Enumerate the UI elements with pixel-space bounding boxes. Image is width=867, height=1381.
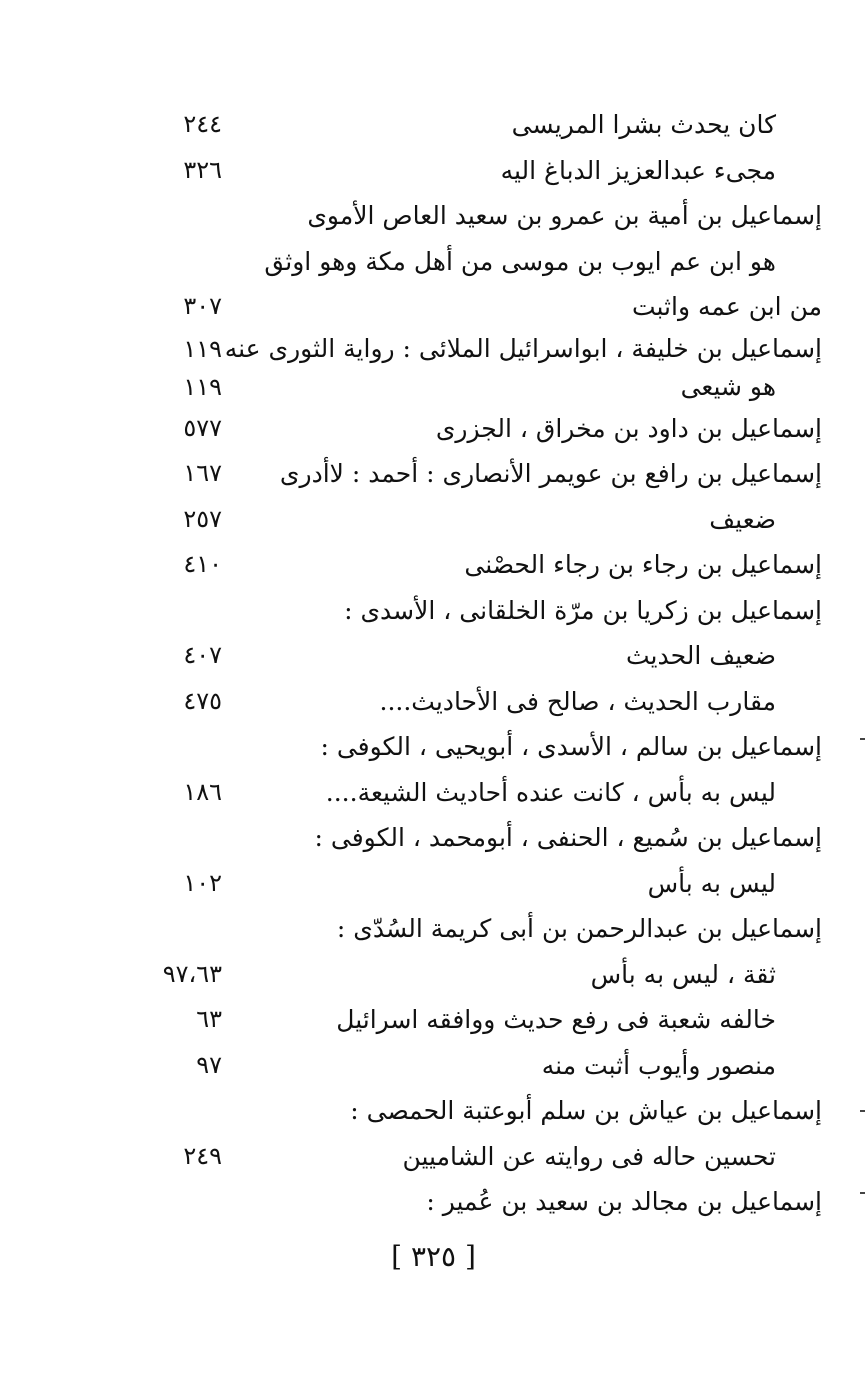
index-line xyxy=(150,102,822,148)
entry-text: إسماعيل بن أمية بن عمرو بن سعيد العاص الأموى xyxy=(307,201,822,230)
index-line xyxy=(150,633,822,679)
entry-text: إسماعيل بن زكريا بن مرّة الخلقانى ، الأسدى : xyxy=(344,595,822,625)
page-reference: ١٠٢ xyxy=(183,868,222,897)
page-number: [ ٣٢٥ ] xyxy=(391,1240,476,1273)
page-reference: ٥٧٧ xyxy=(183,413,222,442)
page-reference: ١١٩ xyxy=(183,372,222,401)
index-line xyxy=(150,406,822,452)
index-line xyxy=(150,284,822,330)
page-reference: ٩٧،٦٣ xyxy=(162,959,222,988)
page-reference: ٤٧٥ xyxy=(183,686,222,715)
entry-text: ضعيف xyxy=(709,504,776,534)
page-reference: ٩٧ xyxy=(196,1050,222,1079)
index-line xyxy=(150,239,822,285)
page-reference: ٣٢٦ xyxy=(183,155,222,184)
index-line xyxy=(150,861,822,907)
entry-text: إسماعيل بن سُميع ، الحنفى ، أبومحمد ، الكوفى : xyxy=(314,823,822,852)
index-line xyxy=(150,770,822,816)
page-reference: ٢٤٤ xyxy=(183,110,222,138)
index-line xyxy=(150,1179,822,1225)
margin-mark xyxy=(860,738,865,740)
entry-text: تحسين حاله فى روايته عن الشاميين xyxy=(402,1141,776,1171)
index-line xyxy=(150,497,822,543)
index-line xyxy=(150,724,822,770)
entry-text: ليس به بأس ، كانت عنده أحاديث الشيعة.... xyxy=(325,777,776,807)
page-reference: ١٦٧ xyxy=(183,459,222,487)
index-line xyxy=(150,193,822,239)
index-line xyxy=(150,148,822,194)
page-reference: ٤١٠ xyxy=(183,550,222,578)
entry-text: إسماعيل بن مجالد بن سعيد بن عُمير : xyxy=(426,1187,822,1216)
page-reference: ١١٩ xyxy=(183,334,222,363)
index-line xyxy=(150,451,822,497)
index-line xyxy=(150,1043,822,1089)
index-line xyxy=(150,952,822,998)
entry-text: منصور وأيوب أثبت منه xyxy=(541,1050,776,1080)
page-reference: ١٨٦ xyxy=(183,777,222,806)
entry-text: إسماعيل بن عياش بن سلم أبوعتبة الحمصى : xyxy=(350,1096,822,1125)
index-line xyxy=(150,542,822,588)
entry-text: هو شيعى xyxy=(680,371,776,401)
entry-text: إسماعيل بن سالم ، الأسدى ، أبويحيى ، الكوفى : xyxy=(320,732,822,761)
page-reference: ٤٠٧ xyxy=(183,641,222,669)
index-entries xyxy=(150,102,822,1225)
page-reference: ٣٠٧ xyxy=(183,292,222,320)
entry-text: كان يحدث بشرا المريسى xyxy=(511,110,776,139)
entry-text: إسماعيل بن داود بن مخراق ، الجزرى xyxy=(435,413,822,443)
page-reference: ٢٤٩ xyxy=(183,1141,222,1170)
margin-mark xyxy=(860,1110,865,1112)
index-line xyxy=(150,1134,822,1180)
index-line xyxy=(150,1088,822,1134)
entry-text: من ابن عمه واثبت xyxy=(631,292,822,321)
entry-text: مقارب الحديث ، صالح فى الأحاديث.... xyxy=(379,686,776,716)
entry-text: خالفه شعبة فى رفع حديث ووافقه اسرائيل xyxy=(336,1005,776,1034)
index-line xyxy=(150,588,822,634)
entry-text: ضعيف الحديث xyxy=(626,641,776,670)
page-reference: ٦٣ xyxy=(196,1005,222,1033)
index-line xyxy=(150,815,822,861)
entry-text: إسماعيل بن عبدالرحمن بن أبى كريمة السُدّى : xyxy=(336,914,822,943)
entry-text: ليس به بأس xyxy=(647,868,776,898)
entry-text: مجىء عبدالعزيز الدباغ اليه xyxy=(500,155,776,185)
entry-text: إسماعيل بن رافع بن عويمر الأنصارى : أحمد : لاأدرى xyxy=(279,459,822,488)
index-line xyxy=(150,368,822,406)
entry-text: ثقة ، ليس به بأس xyxy=(590,959,776,989)
entry-text: إسماعيل بن خليفة ، ابواسرائيل الملائى : رواية الثورى عنه xyxy=(224,333,822,363)
index-line xyxy=(150,906,822,952)
index-line xyxy=(150,997,822,1043)
page-reference: ٢٥٧ xyxy=(183,504,222,533)
index-line xyxy=(150,330,822,368)
entry-text: إسماعيل بن رجاء بن رجاء الحصْنى xyxy=(464,550,822,579)
margin-mark xyxy=(860,1192,865,1194)
index-line xyxy=(150,679,822,725)
entry-text: هو ابن عم ايوب بن موسى من أهل مكة وهو اوثق xyxy=(264,246,776,276)
